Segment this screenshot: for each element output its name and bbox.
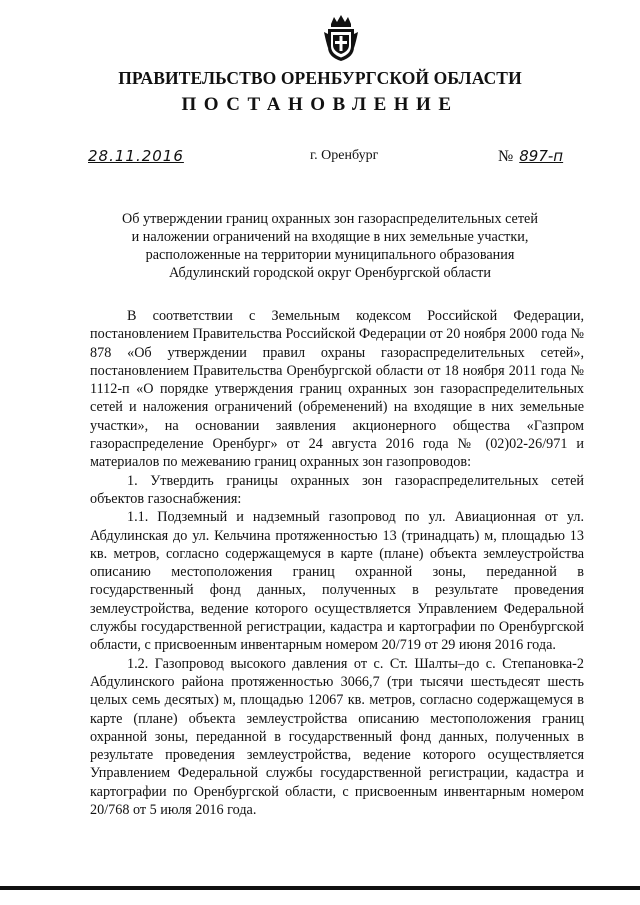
clause-1: 1. Утвердить границы охранных зон газораспределительных сетей объектов газоснабжения:	[90, 472, 584, 507]
date-value: 28.11.2016	[88, 147, 184, 165]
subject-line: Абдулинский городской округ Оренбургской области	[169, 265, 491, 281]
document-number	[498, 147, 563, 166]
subject-line: и наложении ограничений на входящие в них земельные участки,	[131, 229, 529, 245]
subject-line: расположенные на территории муниципального образования	[145, 247, 515, 263]
document-subject	[100, 210, 560, 282]
document-date	[88, 147, 184, 166]
document-city: г. Оренбург	[310, 148, 379, 163]
subject-line: Об утверждении границ охранных зон газораспределительных сетей	[122, 211, 538, 227]
government-title: ПРАВИТЕЛЬСТВО ОРЕНБУРГСКОЙ ОБЛАСТИ	[118, 68, 522, 88]
number-label: №	[498, 148, 514, 165]
number-value: 897-п	[519, 147, 564, 165]
preamble-paragraph: В соответствии с Земельным кодексом Российской Федерации, постановлением Правительства Российской Федерации от 20 ноября 2000 года № 878 «Об утверждении правил охраны газораспределительных сетей», постановлением Правительства Оренбургской области от 18 ноября 2011 года № 1112-п «О порядке утверждения границ охранных зон газораспределительных сетей и наложения ограничений (обременений) на входящие в них земельные участки», на основании заявления акционерного общества «Газпром газораспределение Оренбург» от 24 августа 2016 года № (02)02-26/971 и материалов по межеванию границ охранных зон газопроводов:	[90, 308, 584, 471]
document-type-title: ПОСТАНОВЛЕНИЕ	[181, 94, 459, 115]
clause-1-1: 1.1. Подземный и надземный газопровод по ул. Авиационная от ул. Абдулинская до ул. Кельчина протяженностью 13 (тринадцать) м, площадью 13 кв. метров, согласно содержащемуся в карте (плане) объекта землеустройства описанию местоположения границ охранной зоны, переданной в государственный фонд данных, полученных в результате проведения землеустройства, ведение которого осуществляется Управлением Федеральной службы государственной регистрации, кадастра и картографии по Оренбургской области, с присвоенным инвентарным номером 20/719 от 29 июня 2016 года.	[90, 509, 584, 654]
orenburg-coat-of-arms-icon	[324, 14, 358, 62]
document-body	[90, 307, 584, 819]
clause-1-2: 1.2. Газопровод высокого давления от с. Ст. Шалты–до с. Степановка-2 Абдулинского района протяженностью 3066,7 (три тысячи шестьдесят шесть целых семь десятых) м, площадью 12067 кв. метров, согласно содержащемуся в карте (плане) объекта землеустройства описанию местоположения границ охранной зоны, переданной в государственный фонд данных, полученных в результате проведения землеустройства, ведение которого осуществляется Управлением Федеральной службы государственной регистрации, кадастра и картографии по Оренбургской области, с присвоенным инвентарным номером 20/768 от 5 июля 2016 года.	[90, 655, 584, 819]
page-bottom-border	[0, 886, 640, 890]
